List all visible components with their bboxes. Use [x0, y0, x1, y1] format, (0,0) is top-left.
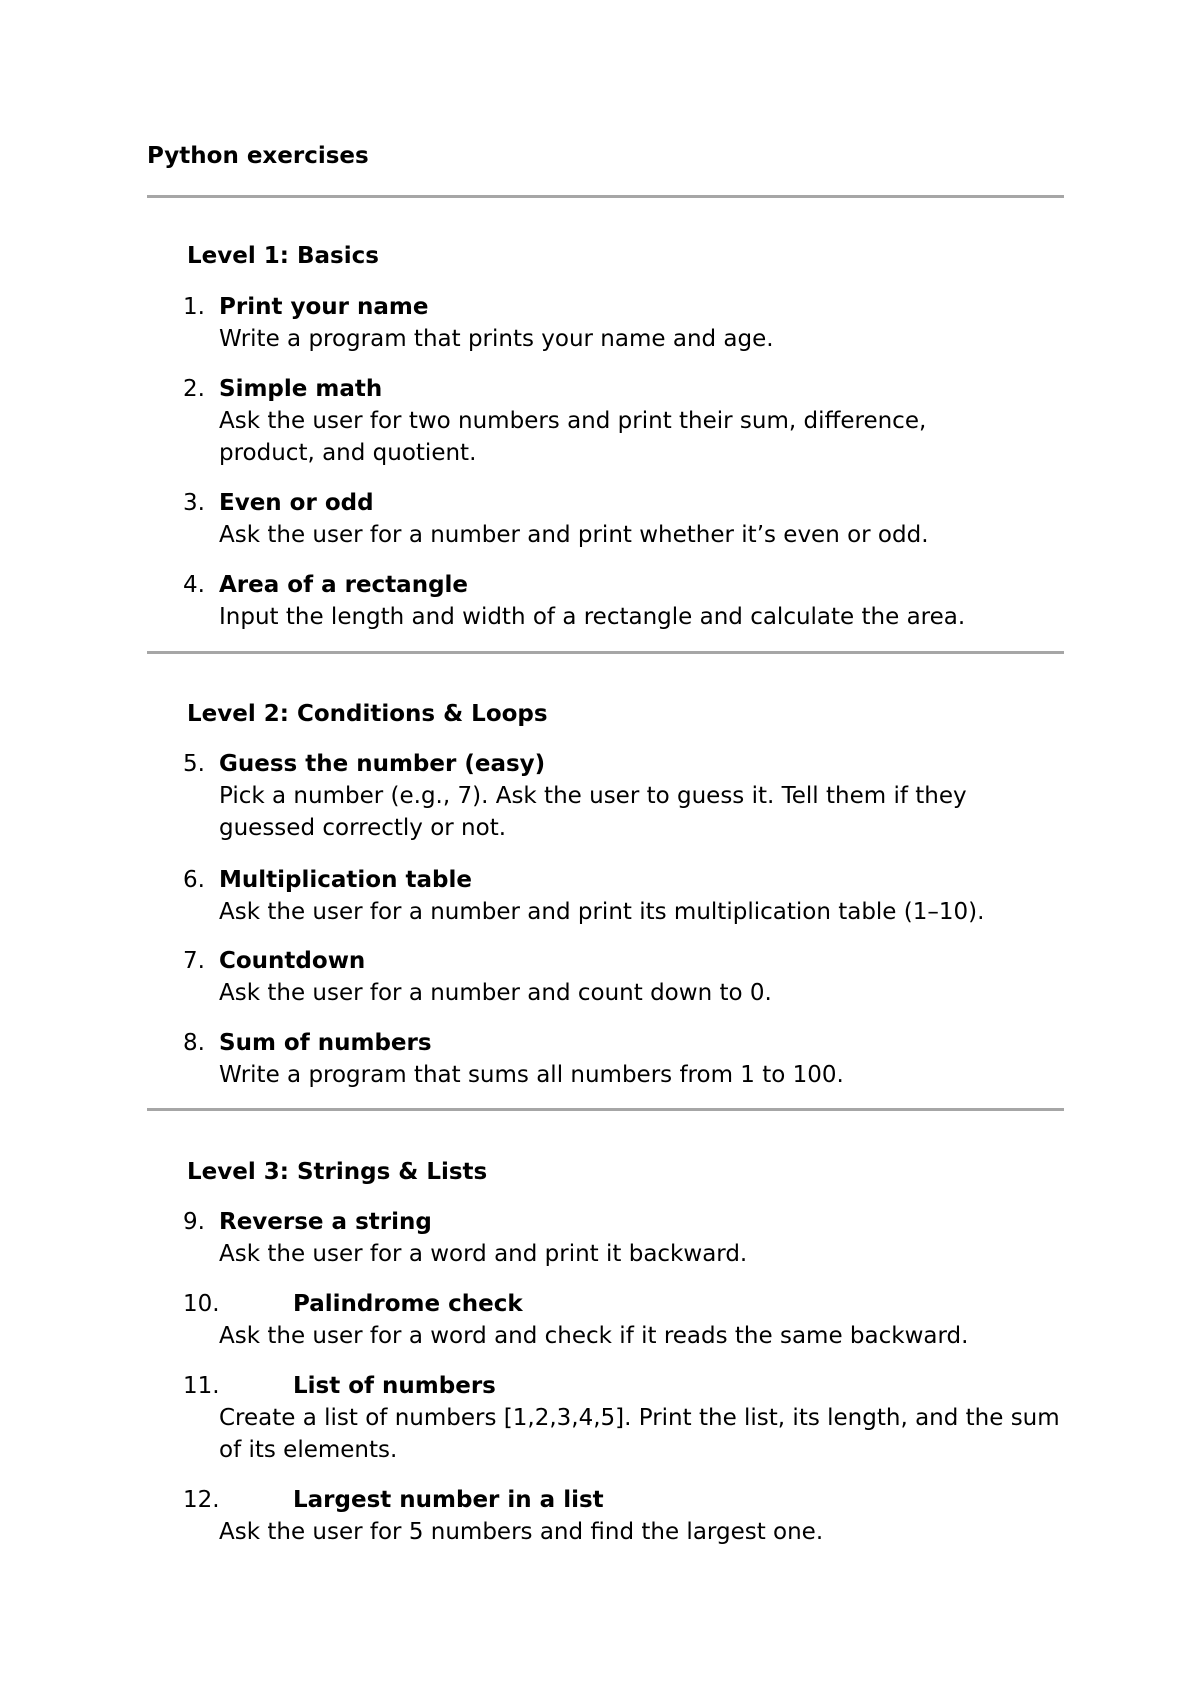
exercise-description: Input the length and width of a rectangle and calculate the area. — [219, 604, 966, 630]
exercise-number: 12. — [183, 1487, 220, 1513]
level-heading: Level 1: Basics — [187, 243, 379, 269]
exercise-number: 8. — [183, 1030, 205, 1056]
exercise-description: Ask the user for a word and print it backward. — [219, 1241, 748, 1267]
divider — [147, 195, 1064, 198]
exercise-title: Print your name — [219, 294, 429, 320]
exercise-description: Ask the user for 5 numbers and find the largest one. — [219, 1519, 824, 1545]
level-heading: Level 2: Conditions & Loops — [187, 701, 548, 727]
divider — [147, 651, 1064, 654]
level-heading: Level 3: Strings & Lists — [187, 1159, 488, 1185]
exercise-item — [183, 487, 1063, 551]
exercise-number: 4. — [183, 572, 205, 598]
exercise-description: Ask the user for a number and print whether it’s even or odd. — [219, 522, 929, 548]
exercise-item — [183, 291, 1063, 355]
exercise-title: Palindrome check — [293, 1291, 523, 1317]
exercise-description: Ask the user for a word and check if it reads the same backward. — [219, 1323, 969, 1349]
divider — [147, 1108, 1064, 1111]
exercise-description: Write a program that sums all numbers from 1 to 100. — [219, 1062, 844, 1088]
exercise-title: Sum of numbers — [219, 1030, 432, 1056]
exercise-description: Ask the user for a number and print its multiplication table (1–10). — [219, 899, 985, 925]
exercise-number: 1. — [183, 294, 205, 320]
exercise-item — [183, 1206, 1063, 1270]
exercise-item — [183, 569, 1063, 633]
exercise-description: Ask the user for two numbers and print their sum, difference, product, and quotient. — [219, 408, 927, 466]
exercise-title: Multiplication table — [219, 867, 472, 893]
exercise-number: 10. — [183, 1291, 220, 1317]
exercise-item — [183, 1484, 1063, 1548]
exercise-title: Countdown — [219, 948, 366, 974]
exercise-description: Write a program that prints your name and age. — [219, 326, 774, 352]
exercise-description: Pick a number (e.g., 7). Ask the user to guess it. Tell them if they guessed correctly or not. — [219, 783, 967, 841]
exercise-title: Area of a rectangle — [219, 572, 469, 598]
page-title: Python exercises — [147, 143, 369, 169]
exercise-item — [183, 1370, 1063, 1466]
exercise-title: Even or odd — [219, 490, 374, 516]
exercise-number: 6. — [183, 867, 205, 893]
exercise-item — [183, 1027, 1063, 1091]
exercise-item — [183, 864, 1063, 928]
exercise-number: 11. — [183, 1373, 220, 1399]
exercise-number: 2. — [183, 376, 205, 402]
exercise-description: Create a list of numbers [1,2,3,4,5]. Print the list, its length, and the sum of its elements. — [219, 1405, 1060, 1463]
exercise-item — [183, 945, 1063, 1009]
exercise-number: 3. — [183, 490, 205, 516]
exercise-title: Reverse a string — [219, 1209, 432, 1235]
exercise-item — [183, 748, 1063, 844]
exercise-number: 5. — [183, 751, 205, 777]
exercise-title: List of numbers — [293, 1373, 496, 1399]
exercise-title: Guess the number (easy) — [219, 751, 546, 777]
exercise-number: 7. — [183, 948, 205, 974]
exercise-description: Ask the user for a number and count down to 0. — [219, 980, 772, 1006]
exercise-item — [183, 1288, 1063, 1352]
exercise-number: 9. — [183, 1209, 205, 1235]
exercise-title: Largest number in a list — [293, 1487, 604, 1513]
exercise-title: Simple math — [219, 376, 383, 402]
exercise-item — [183, 373, 1063, 469]
